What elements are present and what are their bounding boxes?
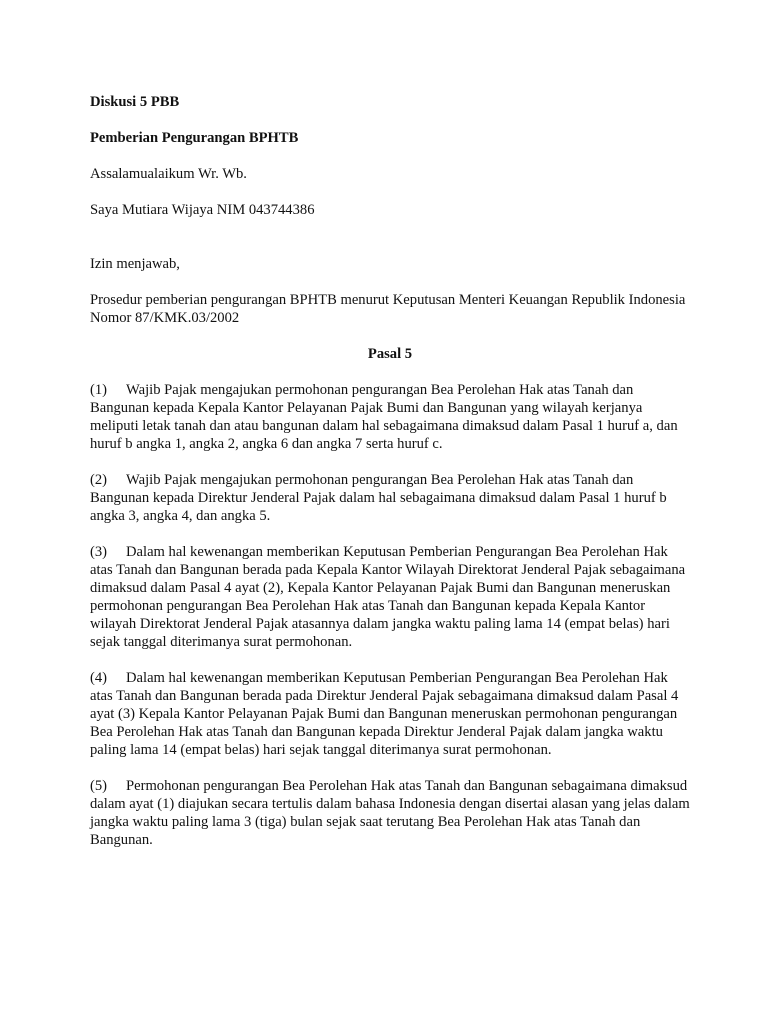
item-number: (2)	[90, 472, 108, 488]
item-number: (1)	[90, 382, 108, 398]
article-item-4	[90, 669, 690, 759]
document-subtitle: Pemberian Pengurangan BPHTB	[90, 130, 299, 146]
procedure-text: Prosedur pemberian pengurangan BPHTB menurut Keputusan Menteri Keuangan Republik Indonesia Nomor 87/KMK.03/2002	[90, 292, 686, 326]
item-text: Wajib Pajak mengajukan permohonan pengurangan Bea Perolehan Hak atas Tanah dan Bangunan kepada Kepala Kantor Pelayanan Pajak Bumi dan Bangunan yang wilayah kerjanya meliputi letak tanah dan atau bangunan dalam hal sebagaimana dimaksud dalam Pasal 1 huruf a, dan huruf b angka 1, angka 2, angka 6 dan angka 7 serta huruf c.	[90, 382, 678, 452]
answer-text: Izin menjawab,	[90, 256, 180, 272]
item-text: Wajib Pajak mengajukan permohonan pengurangan Bea Perolehan Hak atas Tanah dan Bangunan kepada Direktur Jenderal Pajak dalam hal sebagaimana dimaksud dalam Pasal 1 huruf b angka 3, angka 4, dan angka 5.	[90, 472, 667, 524]
item-number: (4)	[90, 670, 108, 686]
article-item-5	[90, 777, 690, 849]
item-text: Dalam hal kewenangan memberikan Keputusan Pemberian Pengurangan Bea Perolehan Hak atas Tanah dan Bangunan berada pada Kepala Kantor Wilayah Direktorat Jenderal Pajak sebagaimana dimaksud dalam Pasal 4 ayat (2), Kepala Kantor Pelayanan Pajak Bumi dan Bangunan meneruskan permohonan pengurangan Bea Perolehan Hak atas Tanah dan Bangunan kepada Kepala Kantor wilayah Direktorat Jenderal Pajak atasannya dalam jangka waktu paling lama 14 (empat belas) hari sejak tanggal diterimanya surat permohonan.	[90, 544, 686, 650]
article-heading: Pasal 5	[367, 346, 413, 362]
item-text: Permohonan pengurangan Bea Perolehan Hak atas Tanah dan Bangunan sebagaimana dimaksud dalam ayat (1) diajukan secara tertulis dalam bahasa Indonesia dengan disertai alasan yang jelas dalam jangka waktu paling lama 3 (tiga) bulan sejak saat terutang Bea Perolehan Hak atas Tanah dan Bangunan.	[90, 778, 690, 848]
intro-text: Saya Mutiara Wijaya NIM 043744386	[90, 202, 315, 218]
article-item-1	[90, 381, 690, 453]
document-title: Diskusi 5 PBB	[90, 94, 180, 110]
item-number: (3)	[90, 544, 108, 560]
article-item-2	[90, 471, 690, 525]
item-number: (5)	[90, 778, 108, 794]
greeting-text: Assalamualaikum Wr. Wb.	[90, 166, 247, 182]
document-page	[90, 93, 690, 867]
article-item-3	[90, 543, 690, 651]
item-text: Dalam hal kewenangan memberikan Keputusan Pemberian Pengurangan Bea Perolehan Hak atas Tanah dan Bangunan berada pada Direktur Jenderal Pajak sebagaimana dimaksud dalam Pasal 4 ayat (3) Kepala Kantor Pelayanan Pajak Bumi dan Bangunan meneruskan permohonan pengurangan Bea Perolehan Hak atas Tanah dan Bangunan kepada Direktur Jenderal Pajak dalam jangka waktu paling lama 14 (empat belas) hari sejak tanggal diterimanya surat permohonan.	[90, 670, 679, 758]
